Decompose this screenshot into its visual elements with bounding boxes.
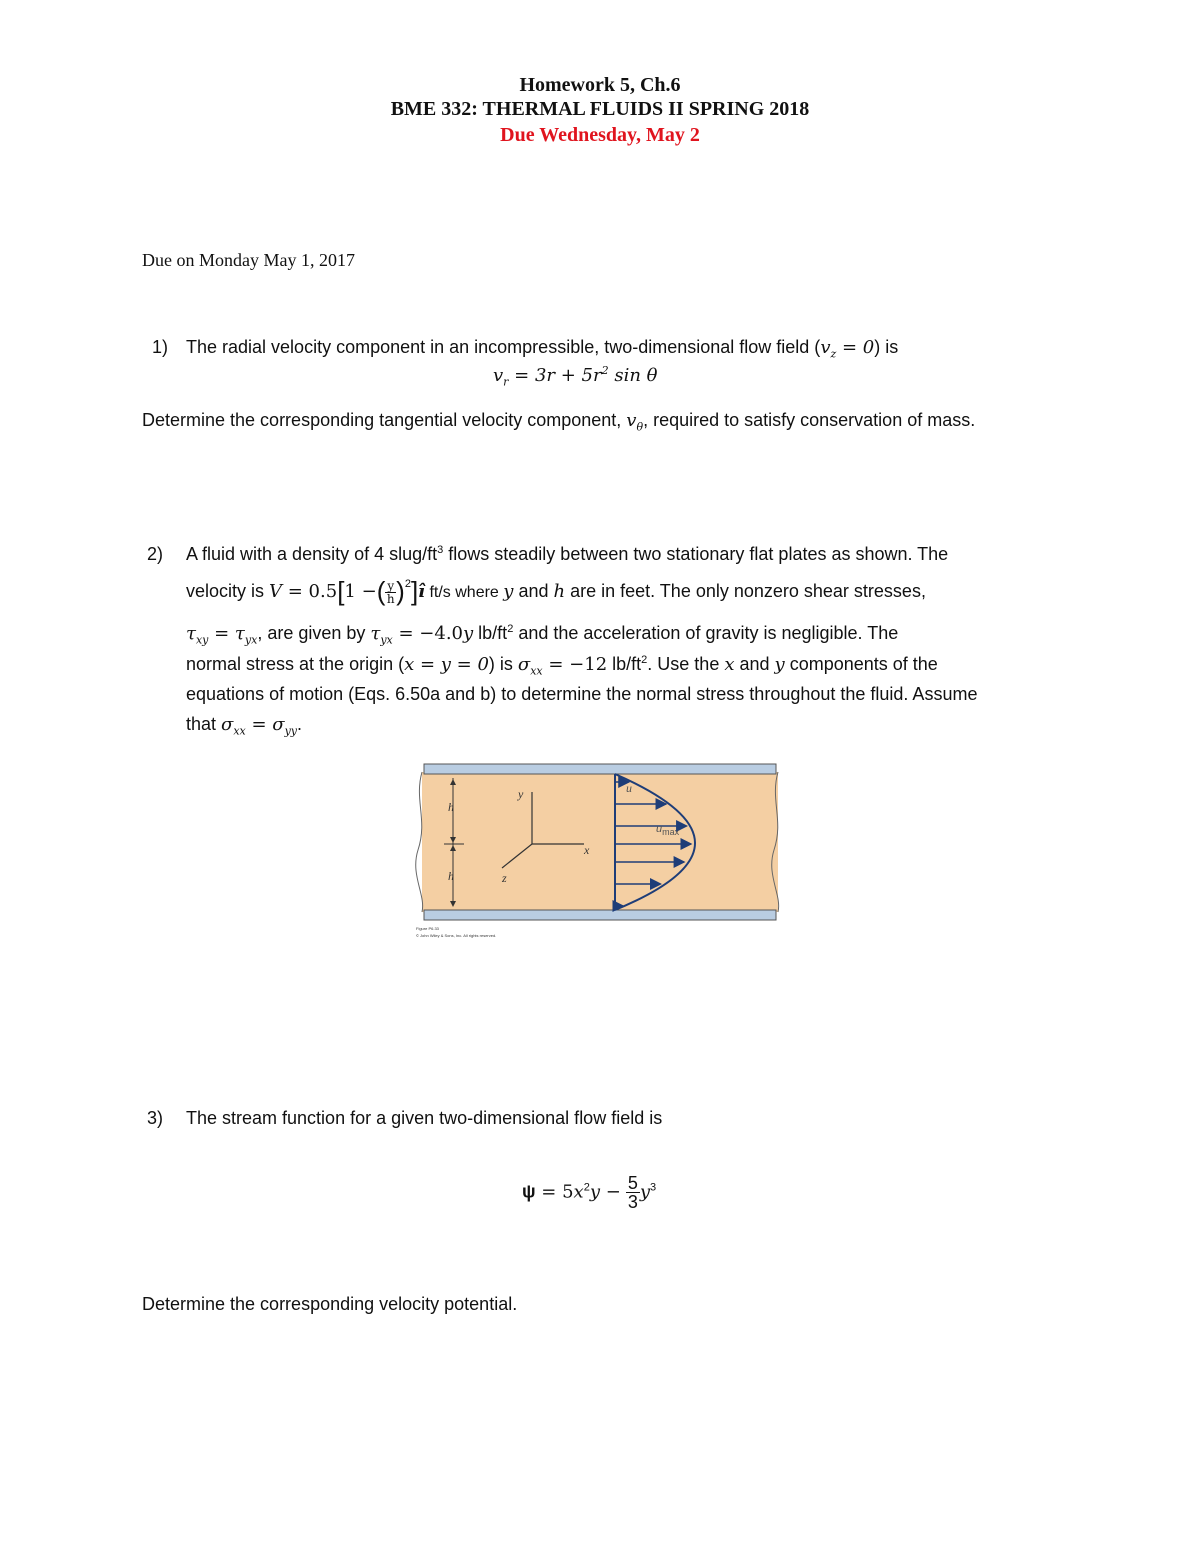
label-umax: $u_{max}$ [656, 823, 680, 837]
label-z: z [502, 871, 507, 885]
label-u: u [626, 781, 632, 795]
due-date-header: Due Wednesday, May 2 [500, 124, 700, 146]
label-h-bottom: h [448, 869, 454, 883]
top-plate [424, 764, 776, 774]
problem-3-task: Determine the corresponding velocity potential. [142, 1294, 518, 1314]
problem-2-line-5: equations of motion (Eqs. 6.50a and b) to determine the normal stress throughout the fluid. Assume [186, 684, 978, 704]
problem-2-line-4: normal stress at the origin (x = y = 0) is $\sigma_{xx} = -12$ $lb/ft^2$. Use the x and y components of the [186, 654, 938, 678]
figure-credit-line-1: Figure P6.33 [416, 926, 439, 931]
problem-2-line-2: velocity is V = 0.5[1 −( $\frac{y}{h}$ )$^2$]î ft/s where y and h are in feet. The only nonzero shear stresses, [186, 576, 926, 606]
problem-2-line-3: $\tau_{xy} = \tau_{yx}$, are given by $\tau_{yx} = -4.0y$ $lb/ft^2$ and the acceleration of gravity is negligible. The [186, 623, 899, 647]
problem-3-statement: The stream function for a given two-dimensional flow field is [186, 1108, 663, 1128]
problem-3-number: 3) [147, 1108, 164, 1128]
document-title: Homework 5, Ch.6 [519, 74, 681, 96]
problem-2-line-6: that $\sigma_{xx} = \sigma_{yy}$. [186, 714, 303, 738]
problem-1-statement: The radial velocity component in an incompressible, two-dimensional flow field $(v_z = 0)$ is [186, 337, 899, 361]
problem-2-line-1: A fluid with a density of 4 slug/$ft^3$ flows steadily between two stationary flat plates as shown. The [186, 544, 949, 564]
left-cut-edge [416, 772, 423, 912]
problem-1-equation: $v_r = 3r + 5r^2$ sin θ [493, 364, 658, 389]
bottom-plate [424, 910, 776, 920]
label-y: y [518, 787, 524, 801]
fluid-region [422, 772, 778, 912]
problem-3-equation: $\psi = 5x^2y$ − $\frac{5}{3}$ $y^3$ [522, 1173, 657, 1212]
label-x: x [584, 843, 590, 857]
problem-1-number: 1) [152, 337, 169, 357]
problem-1-task: Determine the corresponding tangential velocity component, $v_\theta$, required to satisfy conservation of mass. [142, 410, 976, 434]
problem-2-number: 2) [147, 544, 164, 564]
due-line: Due on Monday May 1, 2017 [142, 250, 355, 270]
course-title: BME 332: THERMAL FLUIDS II SPRING 2018 [390, 98, 810, 120]
flow-between-plates-figure [410, 760, 790, 946]
label-h-top: h [448, 800, 454, 814]
figure-credit-line-2: © John Wiley & Sons, Inc. All rights reserved. [416, 933, 497, 938]
